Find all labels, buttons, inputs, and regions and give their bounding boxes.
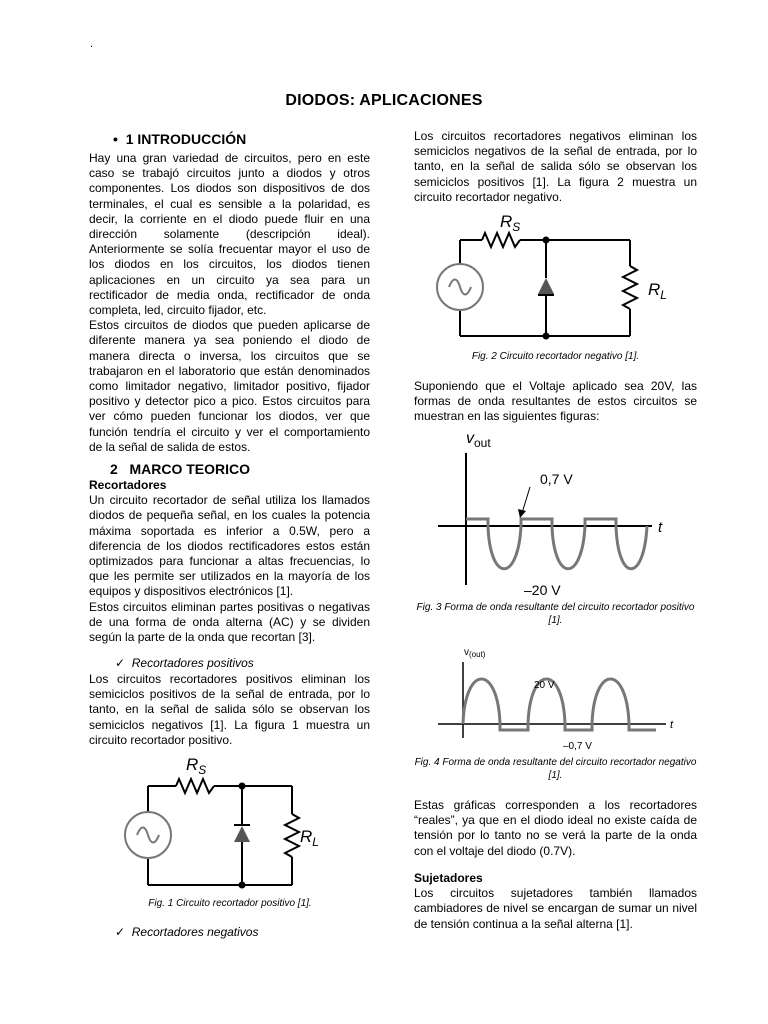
suponiendo-paragraph: Suponiendo que el Voltaje aplicado sea 20V, las formas de onda resultantes de estos circuitos se muestran en las siguientes figuras: <box>414 379 697 424</box>
negativos-paragraph: Los circuitos recortadores negativos eliminan los semiciclos negativos de la señal de entrada, por lo tanto, en la señal de salida sólo se observan los semiciclos positivos [1]. La figura 2 muestra un circuito recortador negativo. <box>414 129 697 204</box>
intro-heading <box>113 131 246 147</box>
svg-text:RL <box>648 280 667 302</box>
check-icon: ✓ <box>115 656 126 670</box>
marco-paragraph-1: Un circuito recortador de señal utiliza los llamados diodos de pequeña señal, en los cuales la potencia máxima soportada es inferior a 0.5W, pero a diferencia de los diodos rectificadores estos están optimizados para funcionar a altas frecuencias, lo que les permite ser utilizados en la mayoría de los equipos y dispositivos electrónicos [1]. <box>89 493 370 599</box>
estas-paragraph: Estas gráficas corresponden a los recortadores “reales”, ya que en el diodo ideal no existe caída de tensión por lo tanto no se verá la parte de la onda con el voltaje del diodo (0.7V). <box>414 798 697 858</box>
intro-paragraph-1: Hay una gran variedad de circuitos, pero en este caso se trabajó circuitos junto a diodos y otros componentes. Los diodos son dispositivos de dos terminales, el cual es sensible a la polaridad, es decir, la corriente en el diodo puede fluir en una dirección solamente (descripción ideal). Anteriormente se solía frecuentar mayor el uso de los diodos en los circuitos, los diodos tienen aplicaciones en un circuito ya sea para un rectificador de media onda, rectificador de onda completa, led, circuito fijador, etc. <box>89 151 370 318</box>
y-label: v <box>464 647 469 658</box>
check-icon: ✓ <box>115 925 126 939</box>
y-label-sub: out <box>474 436 491 450</box>
rs-label: R <box>186 755 199 774</box>
fig4-waveform <box>430 642 690 754</box>
svg-text:RS <box>186 755 206 777</box>
fig3-caption: Fig. 3 Forma de onda resultante del circuito recortador positivo [1]. <box>416 602 695 626</box>
arrow-icon <box>518 509 526 518</box>
diode-icon <box>538 278 554 294</box>
svg-text:RS <box>500 212 520 234</box>
marco-paragraph-2: Estos circuitos eliminan partes positivas o negativas de una forma de onda alterna (AC) y se dividen según la parte de la onda que recortan [3]. <box>89 599 370 645</box>
y-label-sub: (out) <box>469 650 486 659</box>
recortadores-heading: Recortadores <box>89 478 167 492</box>
marco-heading <box>110 461 250 477</box>
fig3-waveform <box>430 425 690 597</box>
x-label: t <box>658 519 663 536</box>
negativos-item <box>115 925 258 939</box>
negativos-label: Recortadores negativos <box>131 925 259 939</box>
fig2-circuit <box>436 208 667 344</box>
sujetadores-section <box>414 871 697 932</box>
label-bottom: –20 V <box>524 582 561 598</box>
positivos-item <box>115 656 254 670</box>
svg-text:vout <box>466 430 491 450</box>
estas-text <box>414 798 697 859</box>
label-top: 0,7 V <box>540 471 573 487</box>
section-number: 2 <box>110 461 118 477</box>
positivos-label: Recortadores positivos <box>131 656 254 670</box>
fig2-caption: Fig. 2 Circuito recortador negativo [1]. <box>471 351 640 362</box>
rl-subscript: L <box>660 288 667 302</box>
rs-subscript: S <box>512 220 521 234</box>
document-title: DIODOS: APLICACIONES <box>285 92 483 109</box>
marco-heading-text: MARCO TEORICO <box>129 461 251 477</box>
page-marker: . <box>90 38 94 50</box>
diode-icon <box>234 826 250 842</box>
intro-paragraph-2: Estos circuitos de diodos que pueden aplicarse de diferente manera ya sea poniendo el diodo de manera directa o inversa, los circuitos que se trabajaron en el laboratorio que están denominados como limitador negativo, limitador positivo, fijador positivo y detector pico a pico. Estos circuitos para ver cómo pueden funcionar los diodos, ver que función tendría el circuito y ver el comportamiento de la señal de salida de estos. <box>89 318 370 454</box>
positivos-text <box>89 672 370 748</box>
fig1-circuit <box>120 750 319 890</box>
node-icon <box>239 783 246 790</box>
sujetadores-heading: Sujetadores <box>414 871 483 885</box>
rl-subscript: L <box>312 835 319 849</box>
positivos-paragraph: Los circuitos recortadores positivos eliminan los semiciclos positivos de la señal de entrada, por lo tanto, en la señal de salida sólo se observan los semiciclos negativos [1]. La figura 1 muestra un circuito recortador positivo. <box>89 672 370 747</box>
intro-heading-text: 1 INTRODUCCIÓN <box>125 131 247 147</box>
node-icon <box>239 882 246 889</box>
fig1-caption: Fig. 1 Circuito recortador positivo [1]. <box>148 898 312 909</box>
suponiendo-text <box>414 379 697 425</box>
waveform-line <box>463 679 656 730</box>
node-icon <box>543 333 550 340</box>
label-top: 20 V <box>534 680 555 691</box>
intro-section <box>89 151 370 455</box>
svg-text:RL <box>300 827 319 849</box>
bullet: • <box>113 131 118 147</box>
rs-subscript: S <box>198 763 207 777</box>
sujetadores-paragraph: Los circuitos sujetadores también llamados cambiadores de nivel se encargan de sumar un nivel de tensión continua a la señal alterna [1]. <box>414 886 697 931</box>
negativos-text <box>414 129 697 205</box>
x-label: t <box>670 719 674 731</box>
y-label: v <box>466 430 474 447</box>
rl-label: R <box>300 827 313 846</box>
rl-label: R <box>648 280 661 299</box>
svg-text:v(out) <box>464 647 486 659</box>
node-icon <box>543 237 550 244</box>
marco-section <box>89 478 370 645</box>
rs-label: R <box>500 212 513 231</box>
fig4-caption: Fig. 4 Forma de onda resultante del circuito recortador negativo [1]. <box>414 757 697 781</box>
label-bottom: –0,7 V <box>563 741 592 752</box>
